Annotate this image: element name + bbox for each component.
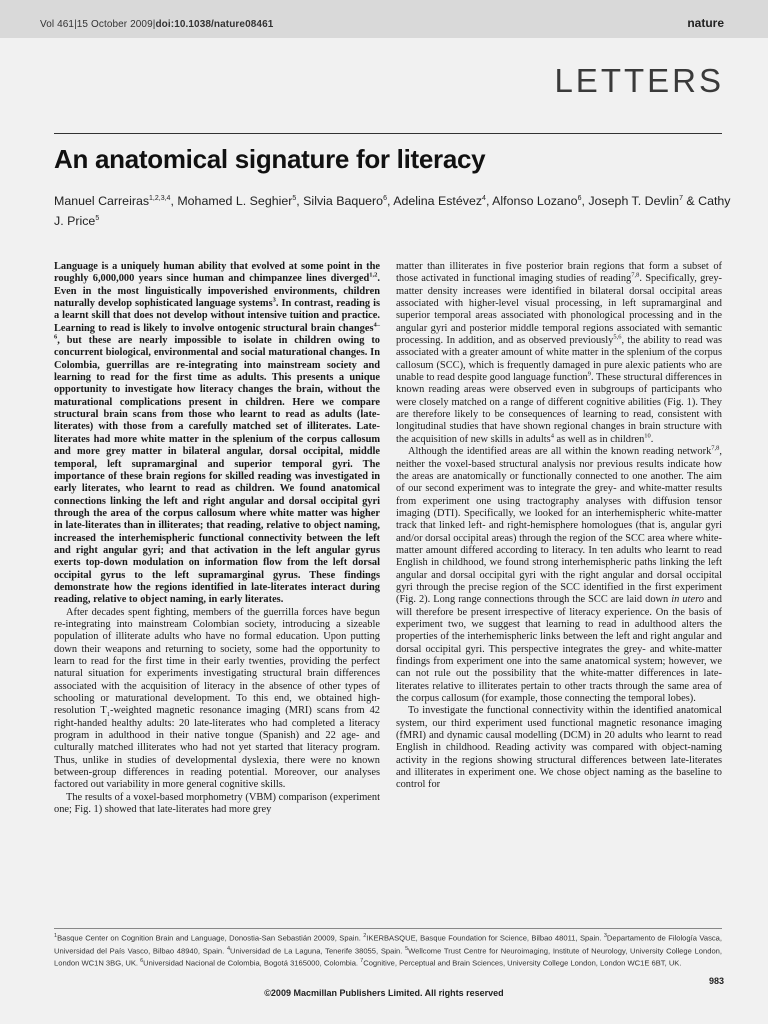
reference-marker: 9 [587,370,591,378]
page-number: 983 [708,976,724,986]
reference-marker: 3 [272,296,276,304]
volume-doi-line [40,19,273,30]
author-name: & Cathy J. Price [54,194,731,229]
author-affiliation-marker: 6 [577,195,582,202]
text-run: . Even in the most linguistically impoverished environments, children naturally develop sophisticated language systems [54,273,380,310]
body-paragraph [54,792,380,817]
author-affiliation-marker: 5 [292,195,297,202]
author-name: Alfonso Lozano [492,194,578,209]
text-run: -weighted magnetic resonance imaging (MRI) scans from 42 right-handed healthy adults: 20 late-literates who had completed a literacy program in adulthood in their native tongue (Spanish) and 22 age- and culturally matched illiterates who had not yet started that literacy program. Thus, unlike in studies of developmental dyslexia, there were no known between-group differences in reading potential. Moreover, our analyses factored out variability in more general cognitive skills. [54,705,380,791]
text-run: . In contrast, reading is a learnt skill that does not develop without intensive tuition and practice. Learning to read is likely to involve ontogenic structural brain changes [54,298,380,334]
text-run: . Specifically, grey-matter density increases were identified in bilateral dorsal occipital areas associated with higher-level visual processing, in left supramarginal and superior temporal areas associated with phonological processing and in the angular gyri and posterior middle temporal regions associated with semantic processing. In addition, and as observed previously [396,273,722,347]
reference-marker: 2 [363,933,367,939]
text-run: and will therefore be present irrespective of literacy experience. On the basis of experiment two, we suggest that learning to read in adulthood alters the properties of the interhemispheric links between the left and right angular and dorsal occipital gyri. This perspective integrates the grey- and white-matter findings from experiment one into the same anatomical system; however, we can not rule out the possibility that the white-matter differences in late-literates relative to illiterates pertain to other tracts through the same area of the corpus callosum (for example, those connecting the temporal lobes). [396,594,722,705]
body-paragraph [396,446,722,705]
footnote-divider [54,928,722,929]
doi-link[interactable]: doi:10.1038/nature08461 [155,19,274,30]
reference-marker: 7,8 [631,271,640,279]
text-run: To investigate the functional connectivity within the identified anatomical system, our third experiment used functional magnetic resonance imaging (fMRI) and dynamic causal modelling (DCM) in 20 adults who learnt to read English in childhood. Reading activity was compared with object-naming activity in the regions showing structural differences between late-literates and illiterates in experiment one. We chose object naming as the baseline to control for [396,705,722,791]
text-run: The results of a voxel-based morphometry (VBM) comparison (experiment one; Fig. 1) showed that late-literates had more grey [54,791,380,816]
reference-marker: 3 [603,933,607,939]
title-divider [54,133,722,134]
reference-marker: 6 [140,958,144,965]
text-run: matter than illiterates in five posterior brain regions that form a subset of those activated in functional imaging studies of reading [396,261,722,285]
text-run: as well as in children [553,433,645,445]
reference-marker: 10 [644,432,651,440]
abstract-paragraph [54,261,380,607]
author-name: Silvia Baquero [303,194,384,209]
author-affiliation-marker: 7 [679,195,683,202]
text-run: Although the identified areas are all within the known reading network [408,446,712,458]
left-column [54,261,380,816]
author-affiliation-marker: 1,2,3,4 [149,195,171,202]
reference-marker: 5,6 [613,333,622,341]
body-paragraph [396,261,722,446]
copyright-notice: ©2009 Macmillan Publishers Limited. All rights reserved [264,988,504,998]
body-paragraph [54,607,380,792]
reference-marker: 4–6 [54,321,380,341]
text-run: Universidad Nacional de Colombia, Bogotá 3165000, Colombia. [143,958,361,968]
reference-marker: 1,2 [369,271,378,279]
reference-marker: 4 [550,432,554,440]
text-run: . These structural differences in known reading areas were observed even in subgroups of participants who were closely matched on a range of different cognitive abilities (Fig. 1). They are therefore likely to be consequences of learning to read, consistent with longitudinal studies that have shown regional changes in brain structure with the acquisition of new skills in adults [396,372,722,445]
text-run: Departamento de Filología Vasca, Universidad del País Vasco, Bilbao 48940, Spain. [54,933,722,956]
text-run: , neither the voxel-based structural analysis nor previous results indicate how the areas are anatomically or functionally connected to one another. The aim of our second experiment was to integrate the grey- and white-matter results from experiment one using tractography analyses with diffusion tensor imaging (DTI). Specifically, we looked for an interhemispheric white-matter track that linked left- and right-hemisphere homologues (that is, angular gyri and/or dorsal occipital areas) through the region of the SCC area where white-matter amount differed according to literacy. In ten adults who learnt to read English in childhood, we found strong interhemispheric paths linking the left angular and dorsal occipital gyri with the right angular and dorsal occipital gyri through the precise region of the SCC identified in the first experiment (Fig. 2). Long range connections through the SCC are laid down [396,446,722,606]
subscript: 1 [106,711,110,719]
text-run: in utero [671,594,704,606]
author-list: Manuel Carreiras$^{1,2,3,4}$, Mohamed L. Seghier$^5$, Silvia Baquero$^6$, Adelina Estévez$^4$, Alfonso Lozano$^6$, Joseph T. Devlin$^7$ & Cathy J. Price$^5$ [54,194,731,229]
text-run: IKERBASQUE, Basque Foundation for Science, Bilbao 48011, Spain. [366,933,604,943]
text-run: , the ability to read was associated with a greater amount of white matter in the splenium of the corpus callosum (SCC), which is frequently damaged in pure alexic patients who are unable to read despite good language function [396,335,723,384]
text-run: Basque Center on Cognition Brain and Language, Donostia-San Sebastián 20009, Spain. [57,933,364,943]
text-run: , but these are nearly impossible to isolate in children owing to concurrent biological, environmental and social maturational changes. In Colombia, guerrillas are re-integrating into mainstream society and learning to read for the first time as adults. This presents a unique opportunity to investigate how literacy changes the brain, without the maturational complications present in children. Here we compare structural brain scans from those who learnt to read as adults (late-literates) with those from a carefully matched set of illiterates. Late-literates had more white matter in the splenium of the corpus callosum and more grey matter in bilateral angular, dorsal occipital, middle temporal, left supramarginal and superior temporal gyri. The importance of these brain regions for skilled reading was investigated in early literates, who learnt to read as children. We found anatomical connections linking the left and right angular and dorsal occipital gyri through the area of the corpus callosum where white matter was higher in late-literates than in illiterates; that reading, relative to object naming, increased the interhemispheric functional connectivity between the left and right angular gyri; and that activation in the left angular gyrus exerts top-down modulation on information flow from the left dorsal occipital gyrus to the left supramarginal gyrus. These findings demonstrate how the regions identified in late-literates interact during reading, relative to object naming, in early literates. [54,335,380,606]
reference-marker: 7,8 [711,444,720,452]
text-run: Universidad de La Laguna, Tenerife 38055, Spain. [230,946,406,956]
body-paragraph [396,705,722,791]
affiliations-footnote [54,931,722,969]
right-column [396,261,722,792]
author-affiliation-marker: 5 [95,215,100,223]
journal-name: nature [687,16,724,30]
reference-marker: 1 [54,933,58,939]
author-name: Manuel Carreiras [54,194,150,209]
author-name: Joseph T. Devlin [588,194,680,209]
author-name: Mohamed L. Seghier [177,194,293,209]
author-affiliation-marker: 4 [482,195,486,202]
text-run: Cognitive, Perceptual and Brain Sciences, University College London, London WC1E 6BT, UK. [363,958,682,968]
reference-marker: 4 [226,945,230,952]
text-run: . [650,433,654,445]
author-affiliation-marker: 6 [383,195,387,202]
text-run: Language is a uniquely human ability that evolved at some point in the roughly 6,000,000 years since human and chimpanzee lines diverged [54,261,380,285]
article-title: An anatomical signature for literacy [54,144,486,174]
author-name: Adelina Estévez [393,194,483,209]
text-run: After decades spent fighting, members of the guerrilla forces have begun re-integrating into mainstream Colombian society, introducing a sizeable population of illiterate adults who have no formal education. Upon putting down their weapons and returning to society, some had the opportunity to learn to read for the first time in their early twenties, providing the perfect natural situation for experiments investigating structural brain differences associated with the acquisition of literacy in the absence of other types of schooling or maturational development. To this end, we obtained high-resolution T [54,606,380,717]
reference-marker: 5 [405,945,409,952]
section-label: LETTERS [554,62,724,99]
text-run: Wellcome Trust Centre for Neuroimaging, Institute of Neurology, University College London, London WC1N 3BG, UK. [54,946,723,968]
reference-marker: 7 [360,958,364,965]
volume-date: Vol 461|15 October 2009| [40,19,156,30]
